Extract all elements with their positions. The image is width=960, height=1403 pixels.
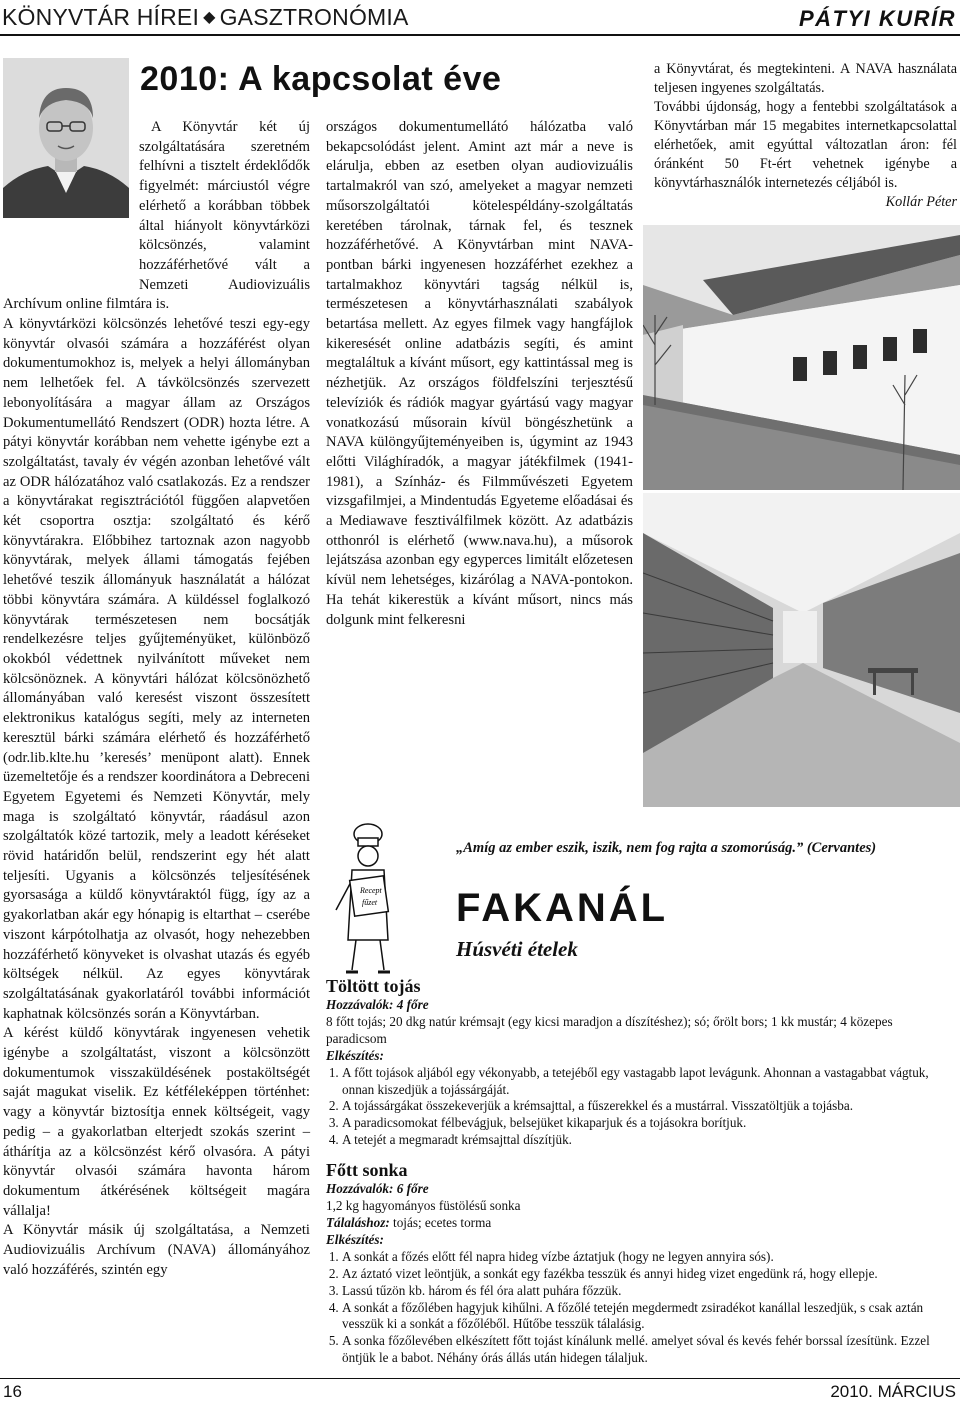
preparation-label: Elkészítés: (326, 1231, 384, 1247)
diamond-separator-icon: ◆ (203, 9, 216, 26)
article-column-3 (654, 60, 957, 212)
article-paragraph: A Könyvtár másik új szolgáltatása, a Nemzeti Audiovizuális Archívum (NAVA) állományához való hozzáférés, szintén egy (3, 1222, 310, 1278)
step-item: 4. A sonkát a főzőlében hagyjuk kihűlni. A főzőlé tetején megdermedt zsiradékot kanállal leszedjük, s csak aztán vesszük ki a sonkát a főzőléből. Hűtőbe tesszük tálalásig. (342, 1300, 956, 1334)
preparation-label: Elkészítés: (326, 1047, 384, 1063)
step-item: 2. Az áztató vizet leöntjük, a sonkát egy fazékba tesszük és annyi hideg vizet engedünk rá, hogy ellepje. (342, 1266, 956, 1283)
recipe-stuffed-eggs (326, 975, 956, 1149)
step-item: 4. A tetejét a megmaradt krémsajttal díszítjük. (342, 1132, 956, 1149)
ingredients-text: 8 főtt tojás; 20 dkg natúr krémsajt (egy kicsi maradjon a díszítéshez); só; őrölt bors; 1 kk mustár; 4 közepes paradicsom (326, 1013, 893, 1046)
recipe-title: Töltött tojás (326, 976, 421, 996)
article-paragraph: A könyvtárközi kölcsönzés lehetővé teszi egy-egy könyvtár olvasói számára a hozzáférést olyan dokumentumokhoz is, melyek a helyi állományban nem lelhetőek fel. A távkölcsönzés szervezett lebonyolítására a magyar állam az Országos Dokumentumellátó Rendszert (ODR) hozta létre. A pátyi könyvtár korábban nem vehette igénybe ezt a szolgáltatást, tavaly év végén azonban lehetővé vált az ODR hálózatához való csatlakozás. Ez a rendszer a könyvtárakat regisztrációtól függően alapvetően két csoportra osztja: szolgáltató és kérő könyvtárakra. Előbbihez tartoznak azon nagyobb könyvtárak, melyek állami támogatás fejében lehetővé teszik állományuk használatát a hálózat többi könyvtára számára. A küldéssel foglalkozó könyvtárak természetesen nem bocsátják rendelkezésre teljes gyűjteményüket, különböző okokból védettnek nyilvánított műveket nem kölcsönöznek. A könyvtári hálózat kölcsönözhető állományában való keresést viszont összesített elektronikus katalógus segíti, mely az interneten keresztül bárki számára elérhető és hozzáférhető (odr.lib.klte.hu ’keresés’ menüpont alatt). Ennek üzemeltetője és a rendszer koordinátora a Debreceni Egyetem Egyetemi és Nemzeti Könyvtár, mely maga is szolgáltató könyvtár, ráadásul azon szolgáltatók közé tartozik, mely a leadott kéréseket rövid határidőn belül, rendszerint egy hét alatt teljesíti. Ugyanis a kölcsönzés teljesítésének gyorsasága a küldő könyvtáraktól függ, így az a gyakorlatban akár egy hónapig is eltarthat – cserébe viszont kárpótolhatja az olvasót, hogy nehezebben hozzáférhető könyveket is olvashat utazás és egyéb költségek nélkül. Az egyes könyvtárak szolgáltatásának gyakorlatáról további információt kaphatnak kölcsönzés során a Könyvtárban. (3, 316, 310, 1022)
chef-illustration (330, 820, 402, 980)
article-column-2 (326, 118, 633, 630)
serving-text: tojás; ecetes torma (393, 1214, 492, 1230)
cervantes-quote: „Amíg az ember eszik, iszik, nem fog rajta a szomorúság.” (Cervantes) (456, 840, 877, 856)
step-item: 3. A paradicsomokat félbevágjuk, belsejüket kikaparjuk és a tojásokra borítjuk. (342, 1115, 956, 1132)
chef-sign-fuzet: fűzet (362, 898, 378, 907)
serving-line (326, 1215, 956, 1232)
article-column-1 (3, 118, 310, 1280)
step-item: 1. A sonkát a főzés előtt fél napra hideg vízbe áztatjuk (hogy ne legyen annyira sós). (342, 1249, 956, 1266)
library-interior-photo (643, 493, 960, 807)
step-item: 5. A sonka főzőlevében elkészített főtt tojást kínálunk mellé. amelyet sóval és kevés fehér borssal ízesítünk. Ezzel öntjük le a babot. Néhány órás állás után hidegen tálaljuk. (342, 1333, 956, 1367)
section-name-library-news: KÖNYVTÁR HÍREI (2, 4, 200, 30)
article-paragraph: A Könyvtár két új szolgáltatására szeretném felhívni a tisztelt érdeklődők figyelmét: márciustól végre elérhető a korábban többek által hiányolt könyvtárközi kölcsönzés, valamint hozzáférhetővé vált a Nemzeti Audiovizuális Archívum online filmtára is. (3, 119, 310, 313)
step-item: 2. A tojássárgákat összekeverjük a krémsajttal, a fűszerekkel és a mustárral. Visszatöltjük a tojásba. (342, 1098, 956, 1115)
preparation-steps (326, 1249, 956, 1367)
ingredients-label: Hozzávalók: 4 főre (326, 997, 429, 1012)
article-paragraph: További újdonság, hogy a fentebbi szolgáltatások a Könyvtárban már 15 megabites internetkapcsolattal elérhetőek, amit egyúttal változatlan áron: fél óránként 50 Ft-ért vehetnek igénybe a könyvtárhasználók internetezés céljából is. (654, 99, 957, 191)
library-building-photo (643, 225, 960, 490)
photo-wrap-space (3, 118, 139, 294)
step-item: 1. A főtt tojások aljából egy vékonyabb, a tetejéből egy vastagabb lapot levágunk. Ahonnan a vastagabbat vágtuk, onnan kiszedjük a tojássárgáját. (342, 1065, 956, 1099)
recipe-boiled-ham (326, 1159, 956, 1367)
article-signature: Kollár Péter (885, 194, 957, 210)
chef-sign-recept: Recept (360, 886, 382, 895)
article-paragraph: országos dokumentumellátó hálózatba való bekapcsolódást jelent. Amint azt már a neve is elárulja, ebben az esetben olyan audiovizuális tartalmakról van szó, amelyeket a magyar nemzeti műsorszolgáltatói kötelespéldány-szolgáltatás keretében tárolnak, tárnak fel, és tesznek hozzáférhetővé. A Könyvtárban mint NAVA-pontban bárki ingyenesen hozzáférhet ezekhez a tartalmakhoz könyvtári tagság nélkül is, természetesen a könyvtárhasználati szabályok betartása mellett. Az egyes filmek vagy hangfájlok kikeresését online adatbázis segíti, és amint megtaláltuk a kívánt műsort, egy kattintással meg is nézhetjük. Az országos földfelszíni terjesztésű televíziók és rádiók magyar gyártású vagy magyar vonatkozású műsorain kívül böngészhetünk a NAVA különgyűjteményeiben is, úgymint az 1943 előtti Világhíradók, a magyar játékfilmek (1941-1981), a Színház- és Filmművészeti Egyetem vizsgafilmjei, a Mindentudás Egyeteme előadásai és a Mediawave fesztiválfilmek között. Az adatbázis otthonról is elérhető (www.nava.hu), a műsorok lejátszása azonban egy egyperces limitált előzetesen kívül nem lehetséges, kizárólag a NAVA-pontokon. Ha tehát kikerestük a kívánt műsort, nincs más dolgunk mint felkeresni (326, 119, 633, 628)
ingredients-text: 1,2 kg hagyományos füstölésű sonka (326, 1198, 521, 1214)
section-subtitle: Húsvéti ételek (456, 937, 578, 961)
section-header (2, 4, 409, 31)
article-title: 2010: A kapcsolat éve (140, 60, 502, 98)
section-name-gastronomy: GASZTRONÓMIA (219, 4, 409, 30)
preparation-steps (326, 1065, 956, 1150)
page-number: 16 (3, 1382, 22, 1401)
ingredients-label: Hozzávalók: 6 főre (326, 1181, 429, 1197)
article-paragraph: A kérést küldő könyvtárak ingyenesen vehetik igénybe a szolgáltatást, viszont a kölcsönzött dokumentumok visszaküldésének postaköltségét saját magukat viselik. Ez kétféleképpen történhet: vagy a könyvtár biztosítja ennek költségeit, vagy pedig – a gyakorlatban elterjedt szokás szerint – áthárítja az a kölcsönzést kérő olvasóra. A pátyi könyvtár olvasói számára havonta három dokumentum átkérésének költségeit magára vállalja! (3, 1025, 310, 1219)
section-title-fakanal: FAKANÁL (456, 886, 669, 930)
serving-label: Tálaláshoz: (326, 1214, 390, 1230)
issue-date: 2010. MÁRCIUS (830, 1382, 956, 1401)
recipe-title: Főtt sonka (326, 1160, 408, 1181)
masthead: PÁTYI KURÍR (798, 6, 956, 31)
step-item: 3. Lassú tűzön kb. három és fél óra alatt puhára főzzük. (342, 1283, 956, 1300)
article-paragraph: a Könyvtárat, és megtekinteni. A NAVA használata teljesen ingyenes szolgáltatás. (654, 61, 957, 96)
header-rule (0, 34, 960, 36)
recipes-block (326, 975, 956, 1367)
footer-rule (0, 1378, 960, 1379)
